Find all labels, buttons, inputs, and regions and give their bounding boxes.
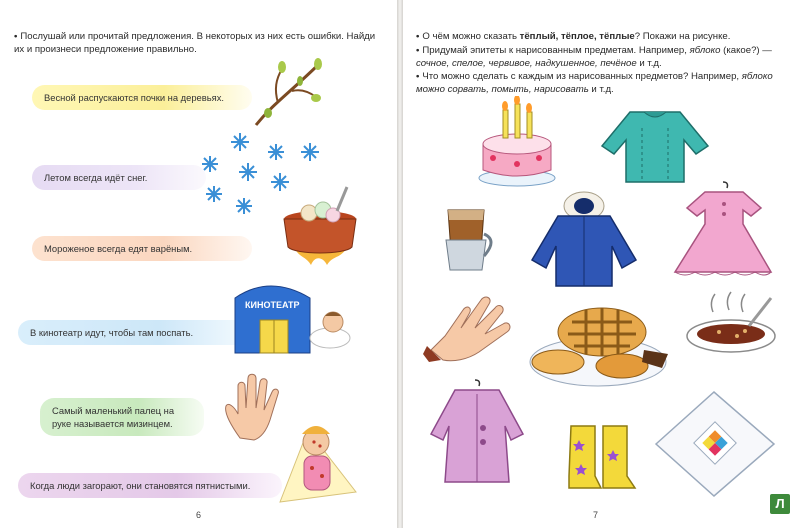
sentence-1: Весной распускаются почки на деревьях. (32, 85, 252, 110)
sentence-2: Летом всегда идёт снег. (32, 165, 206, 190)
sentence-6: Когда люди загорают, они становятся пятнистыми. (18, 473, 282, 498)
winter-jacket-picture (528, 190, 640, 290)
pink-dress-picture (671, 180, 776, 280)
right-page-number: 7 (593, 510, 599, 520)
boiling-pot-picture (275, 185, 365, 270)
sentence-4: В кинотеатр идут, чтобы там поспать. (18, 320, 252, 345)
pillow-picture (650, 388, 778, 500)
cinema-sign: КИНОТЕАТР (245, 300, 300, 310)
sunbathing-girl-picture (268, 412, 368, 507)
budding-branch-picture (252, 55, 322, 130)
rubber-boots-picture (565, 420, 637, 495)
sentence-3: Мороженое всегда едят варёным. (32, 236, 252, 261)
right-question-2: • Придумай эпитеты к нарисованным предметам. Например, яблоко (какое?) — сочное, спелое, червивое, надкушенное, печёное и т.д. (416, 45, 772, 69)
sweater-picture (600, 106, 710, 186)
left-page (0, 0, 397, 528)
publisher-logo: Л (770, 494, 790, 514)
hand-gesture-picture (423, 290, 523, 362)
sentence-5: Самый маленький палец на руке называется мизинцем. (40, 398, 204, 436)
right-question-3: • Что можно сделать с каждым из нарисованных предметов? Например, яблоко можно сорвать, помыть, нарисовать и т.д. (416, 71, 773, 95)
pies-picture (526, 292, 671, 392)
left-page-number: 6 (196, 510, 202, 520)
cinema-picture (215, 278, 355, 358)
left-instruction: • Послушай или прочитай предложения. В некоторых из них есть ошибки. Найди их и произнеси предложение правильно. (14, 31, 376, 55)
fur-coat-picture (427, 378, 527, 488)
right-question-1: • О чём можно сказать тёплый, тёплое, тёплые? Покажи на рисунке. (416, 31, 731, 42)
soup-bowl-picture (683, 290, 778, 365)
tea-glass-picture (440, 204, 500, 276)
right-page (403, 0, 800, 528)
birthday-cake-picture (475, 96, 560, 188)
